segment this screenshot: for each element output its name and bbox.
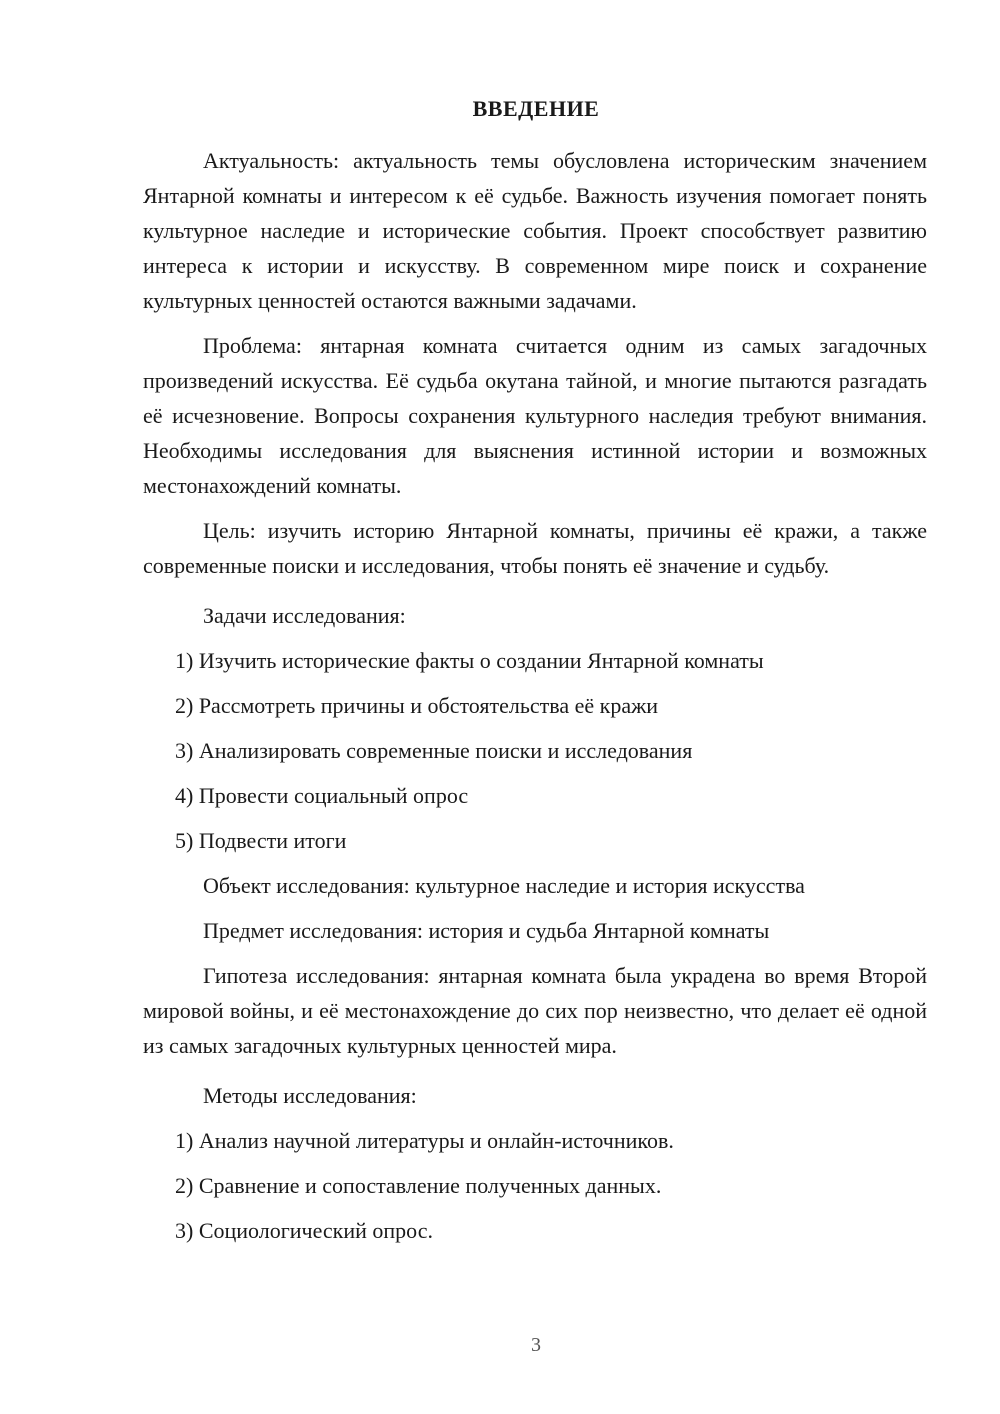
- tasks-heading-row: [143, 593, 927, 638]
- task-item: 2) Рассмотреть причины и обстоятельства её кражи: [175, 693, 659, 718]
- list-item: [143, 818, 927, 863]
- list-item: [143, 1208, 927, 1253]
- method-item: 2) Сравнение и сопоставление полученных данных.: [175, 1173, 662, 1198]
- object-row: [143, 863, 927, 908]
- research-subject: Предмет исследования: история и судьба Янтарной комнаты: [203, 918, 770, 943]
- task-item: 3) Анализировать современные поиски и исследования: [175, 738, 693, 763]
- list-item: [143, 728, 927, 773]
- page-number: 3: [531, 1334, 541, 1356]
- page-title: ВВЕДЕНИЕ: [472, 96, 600, 121]
- relevance-paragraph: Актуальность: актуальность темы обусловлена историческим значением Янтарной комнаты и интересом к её судьбе. Важность изучения помогает понять культурное наследие и исторические события. Проект способствует развитию интереса к истории и искусству. В современном мире поиск и сохранение культурных ценностей остаются важными задачами.: [143, 148, 927, 313]
- list-item: [143, 1118, 927, 1163]
- methods-heading: Методы исследования:: [203, 1083, 417, 1108]
- methods-list: [143, 1118, 927, 1253]
- methods-heading-row: [143, 1073, 927, 1118]
- document-body: [143, 143, 927, 1253]
- method-item: 3) Социологический опрос.: [175, 1218, 433, 1243]
- list-item: [143, 773, 927, 818]
- task-item: 1) Изучить исторические факты о создании Янтарной комнаты: [175, 648, 764, 673]
- list-item: [143, 683, 927, 728]
- list-item: [143, 638, 927, 683]
- goal-paragraph: Цель: изучить историю Янтарной комнаты, причины её кражи, а также современные поиски и исследования, чтобы понять её значение и судьбу.: [143, 518, 927, 578]
- problem-paragraph: Проблема: янтарная комната считается одним из самых загадочных произведений искусства. Её судьба окутана тайной, и многие пытаются разгадать её исчезновение. Вопросы сохранения культурного наследия требуют внимания. Необходимы исследования для выяснения истинной истории и возможных местонахождений комнаты.: [143, 333, 927, 498]
- method-item: 1) Анализ научной литературы и онлайн-источников.: [175, 1128, 674, 1153]
- research-object: Объект исследования: культурное наследие и история искусства: [203, 873, 805, 898]
- task-item: 4) Провести социальный опрос: [175, 783, 469, 808]
- subject-row: [143, 908, 927, 953]
- task-item: 5) Подвести итоги: [175, 828, 347, 853]
- tasks-list: [143, 638, 927, 863]
- list-item: [143, 1163, 927, 1208]
- hypothesis-paragraph: Гипотеза исследования: янтарная комната была украдена во время Второй мировой войны, и её местонахождение до сих пор неизвестно, что делает её одной из самых загадочных культурных ценностей мира.: [143, 963, 927, 1058]
- tasks-heading: Задачи исследования:: [203, 603, 406, 628]
